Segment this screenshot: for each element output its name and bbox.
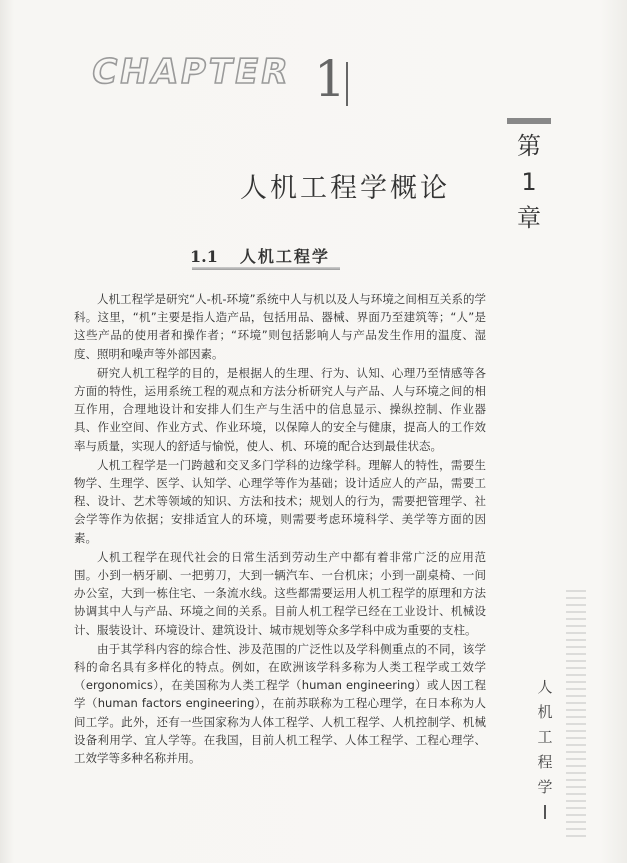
sidebar-char: 第 xyxy=(517,132,541,160)
section-underline xyxy=(192,267,340,270)
section-number: 1.1 xyxy=(190,247,218,266)
decorative-vertical-texture xyxy=(566,590,586,840)
chapter-heading-numeral: 1 xyxy=(314,50,346,108)
chapter-heading-word: CHAPTER xyxy=(88,52,294,92)
section-label: 人机工程学 xyxy=(239,247,330,266)
sidebar-chapter-label xyxy=(509,128,549,236)
paragraph: 人机工程学在现代社会的日常生活到劳动生产中都有着非常广泛的应用范围。小到一柄牙刷、一把剪刀，大到一辆汽车、一台机床；小到一副桌椅、一间办公室，大到一栋住宅、一条流水线。这些都需要运用人机工程学的原理和方法协调其中人与产品、环境之间的关系。目前人机工程学已经在工业设计、机械设计、服装设计、环境设计、建筑设计、城市规划等众多学科中成为重要的支柱。 xyxy=(74,549,486,637)
paragraph: 人机工程学是研究“人-机-环境”系统中人与机以及人与环境之间相互关系的学科。这里，“机”主要是指人造产品，包括用品、器械、界面乃至建筑等；“人”是这些产品的使用者和操作者；“环境”则包括影响人与产品发生作用的温度、湿度、照明和噪声等外部因素。 xyxy=(74,292,486,361)
paragraph: 由于其学科内容的综合性、涉及范围的广泛性以及学科侧重点的不同，该学科的命名具有多样化的特点。例如，在欧洲该学科多称为人类工程学或工效学（ergonomics），在美国称为人类工程学（human engineering）或人因工程学（human factors engineering），在前苏联称为工程心理学，在日本称为人间工学。此外，还有一些国家称为人体工程学、人机工程学、人机控制学、机械设备利用学、宜人学等。在我国，目前人机工程学、人体工程学、工程心理学、工效学等多种名称并用。 xyxy=(74,641,486,766)
side-subtitle-bar xyxy=(544,805,546,819)
paragraph: 研究人机工程学的目的，是根据人的生理、行为、认知、心理乃至情感等各方面的特性，运用系统工程的观点和方法分析研究人与产品、人与环境之间的相互作用，合理地设计和安排人们生产与生活中的信息显示、操纵控制、作业器具、作业空间、作业方式、作业环境，以保障人的安全与健康，提高人的工作效率与质量，实现人的舒适与愉悦，使人、机、环境的配合达到最佳状态。 xyxy=(74,365,486,453)
sidebar-char: 1 xyxy=(521,168,537,196)
side-subtitle-char: 工 xyxy=(537,728,553,746)
sidebar-bar xyxy=(507,118,551,124)
chapter-heading-stroke xyxy=(346,62,348,106)
section-heading xyxy=(190,244,330,267)
chapter-title: 人机工程学概论 xyxy=(240,173,450,204)
body-text xyxy=(74,290,486,768)
paragraph: 人机工程学是一门跨越和交叉多门学科的边缘学科。理解人的特性，需要生物学、生理学、医学、认知学、心理学等作为基础；设计适应人的产品，需要工程、设计、艺术等领域的知识、方法和技术；规划人的行为，需要把管理学、社会学等作为依据；安排适宜人的环境，则需要考虑环境科学、美学等方面的因素。 xyxy=(74,457,486,545)
side-subtitle-char: 人 xyxy=(537,678,553,696)
side-subtitle xyxy=(534,675,556,800)
sidebar-char: 章 xyxy=(517,204,541,232)
side-subtitle-char: 机 xyxy=(537,703,553,721)
side-subtitle-char: 程 xyxy=(537,753,553,771)
side-subtitle-char: 学 xyxy=(537,778,553,796)
